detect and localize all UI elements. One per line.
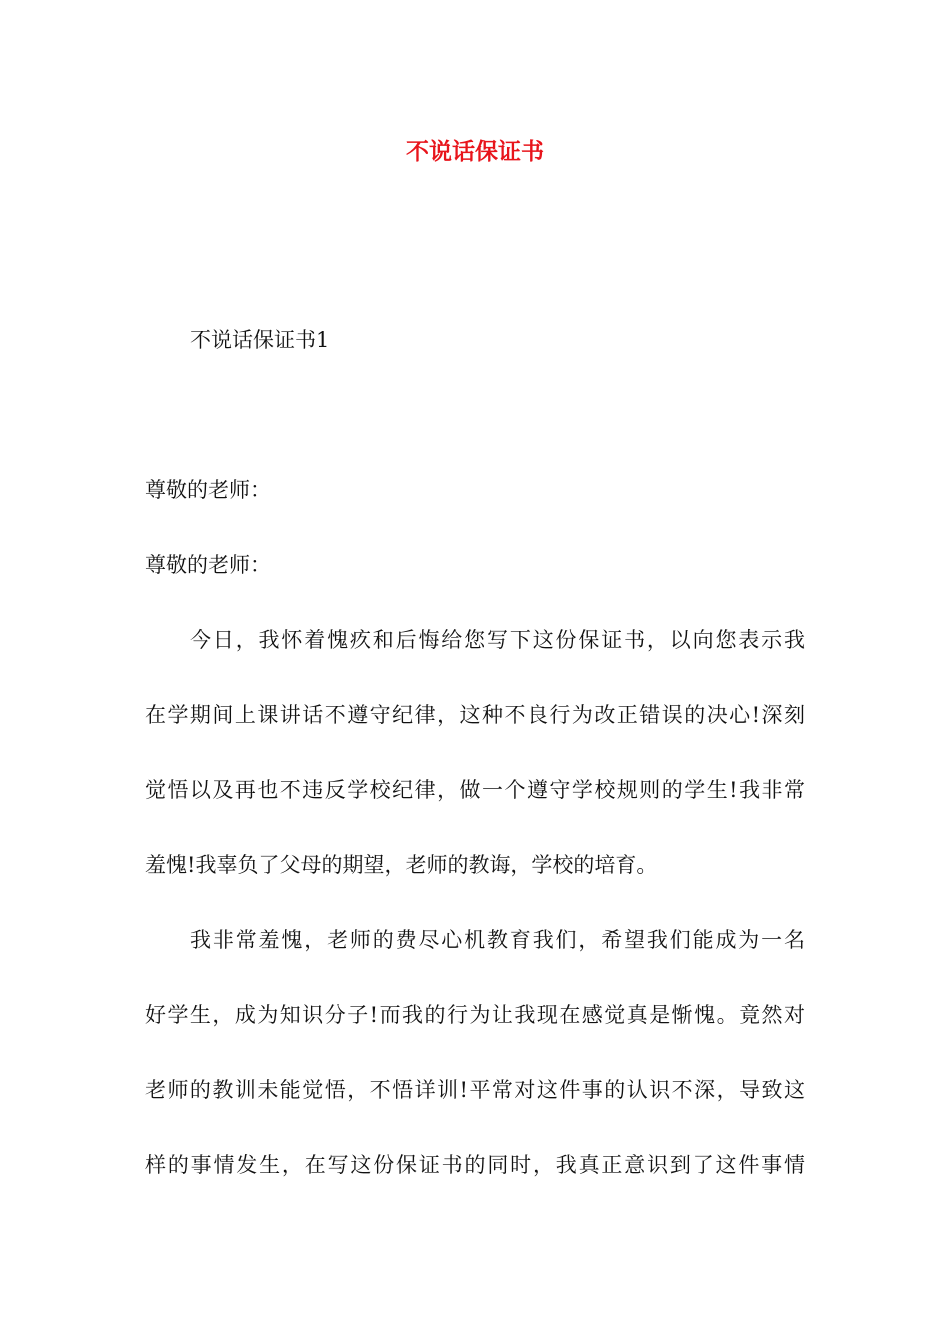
paragraph-2-line: 样的事情发生，在写这份保证书的同时，我真正意识到了这件事情 — [145, 1153, 805, 1177]
paragraph-1-line: 羞愧!我辜负了父母的期望，老师的教诲，学校的培育。 — [145, 853, 658, 877]
paragraph-2-line: 好学生，成为知识分子!而我的行为让我现在感觉真是惭愧。竟然对 — [145, 1003, 805, 1027]
document-title: 不说话保证书 — [406, 138, 544, 165]
paragraph-2-line: 我非常羞愧，老师的费尽心机教育我们，希望我们能成为一名 — [190, 928, 805, 952]
salutation-line: 尊敬的老师： — [145, 478, 271, 502]
salutation-line: 尊敬的老师： — [145, 553, 271, 577]
paragraph-1-line: 觉悟以及再也不违反学校纪律，做一个遵守学校规则的学生!我非常 — [145, 778, 805, 802]
paragraph-2-line: 老师的教训未能觉悟，不悟详训!平常对这件事的认识不深，导致这 — [145, 1078, 805, 1102]
section-heading: 不说话保证书1 — [190, 328, 330, 352]
paragraph-1-line: 今日，我怀着愧疚和后悔给您写下这份保证书，以向您表示我 — [190, 628, 805, 652]
paragraph-1-line: 在学期间上课讲话不遵守纪律，这种不良行为改正错误的决心!深刻 — [145, 703, 805, 727]
